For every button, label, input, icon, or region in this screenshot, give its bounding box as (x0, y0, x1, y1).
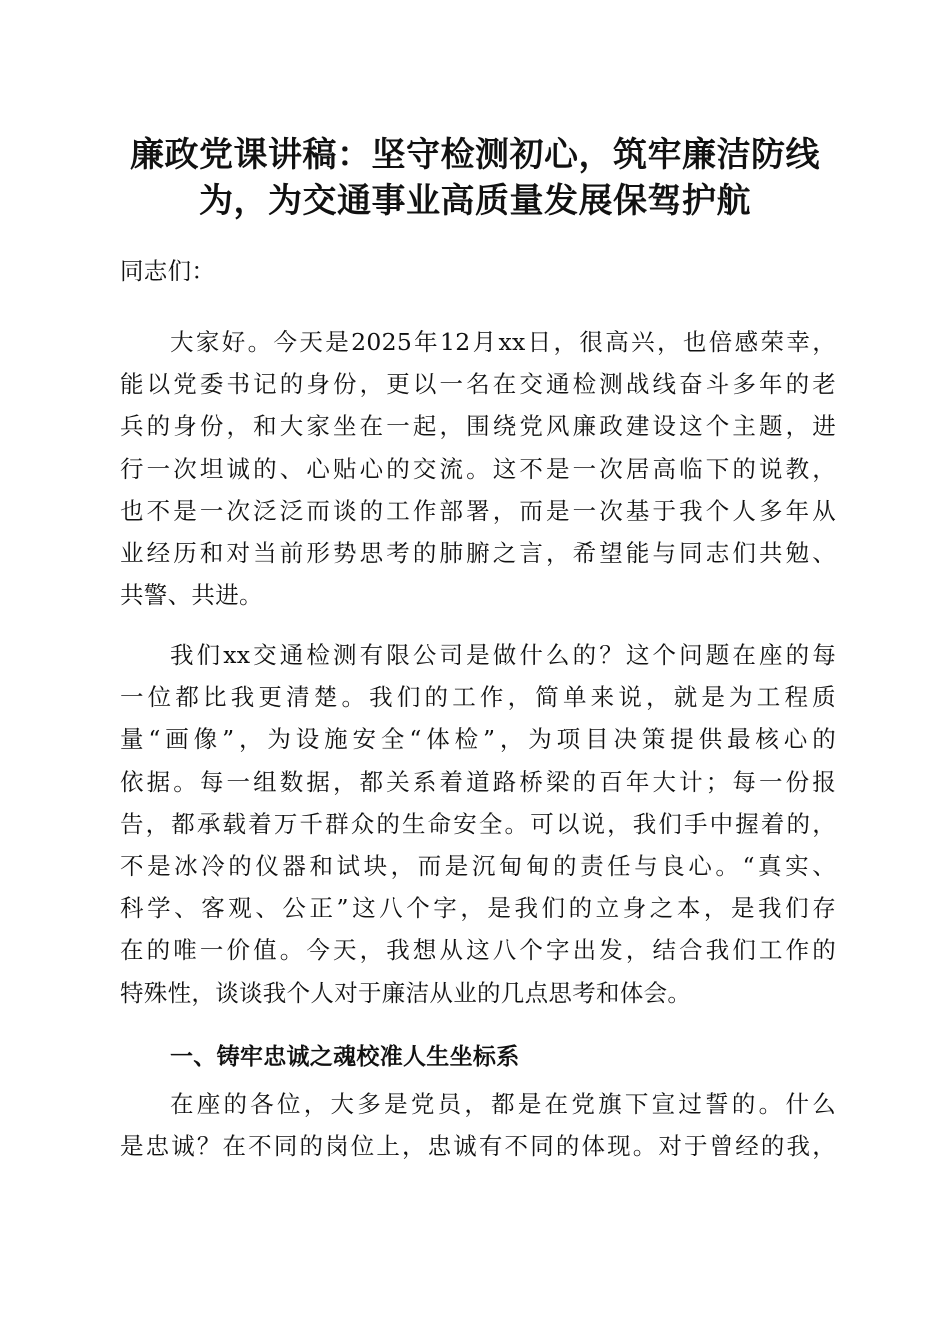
paragraph-2 (120, 634, 836, 1014)
paragraph-1 (120, 321, 836, 616)
paragraph-line: 也不是一次泛泛而谈的工作部署，而是一次基于我个人多年从 (120, 496, 836, 525)
paragraph-line: 科学、客观、公正”这八个字，是我们的立身之本，是我们存 (120, 894, 836, 923)
paragraph-line: 业经历和对当前形势思考的肺腑之言，希望能与同志们共勉、 (120, 539, 836, 568)
title-line-1: 廉政党课讲稿：坚守检测初心，筑牢廉洁防线 (130, 135, 820, 175)
title-line-2: 为，为交通事业高质量发展保驾护航 (199, 181, 751, 221)
paragraph-line: 在的唯一价值。今天，我想从这八个字出发，结合我们工作的 (120, 936, 836, 965)
salutation-text: 同志们： (120, 257, 216, 285)
paragraph-line: 共警、共进。 (120, 581, 263, 610)
paragraph-line: 兵的身份，和大家坐在一起，围绕党风廉政建设这个主题，进 (120, 412, 836, 441)
paragraph-line: 行一次坦诚的、心贴心的交流。这不是一次居高临下的说教， (120, 454, 836, 483)
paragraph-line: 一位都比我更清楚。我们的工作，简单来说，就是为工程质 (120, 683, 836, 712)
paragraph-line: 不是冰冷的仪器和试块，而是沉甸甸的责任与良心。“真实、 (120, 852, 836, 881)
document-title (100, 132, 850, 224)
paragraph-line: 在座的各位，大多是党员，都是在党旗下宣过誓的。什么 (170, 1090, 836, 1118)
paragraph-line: 大家好。今天是2025年12月xx日，很高兴，也倍感荣幸， (170, 328, 836, 356)
salutation (120, 250, 836, 292)
paragraph-3 (120, 1083, 836, 1167)
paragraph-line: 能以党委书记的身份，更以一名在交通检测战线奋斗多年的老 (120, 370, 836, 399)
paragraph-line: 量“画像”，为设施安全“体检”，为项目决策提供最核心的 (120, 725, 836, 754)
paragraph-line: 是忠诚？在不同的岗位上，忠诚有不同的体现。对于曾经的我， (120, 1132, 836, 1161)
paragraph-line: 告，都承载着万千群众的生命安全。可以说，我们手中握着的， (120, 809, 836, 838)
paragraph-line: 依据。每一组数据，都关系着道路桥梁的百年大计；每一份报 (120, 767, 836, 796)
paragraph-line: 特殊性，谈谈我个人对于廉洁从业的几点思考和体会。 (120, 978, 692, 1007)
section-heading (120, 1036, 836, 1078)
section-heading-text: 一、铸牢忠诚之魂校准人生坐标系 (170, 1044, 520, 1070)
paragraph-line: 我们xx交通检测有限公司是做什么的？这个问题在座的每 (170, 641, 836, 669)
